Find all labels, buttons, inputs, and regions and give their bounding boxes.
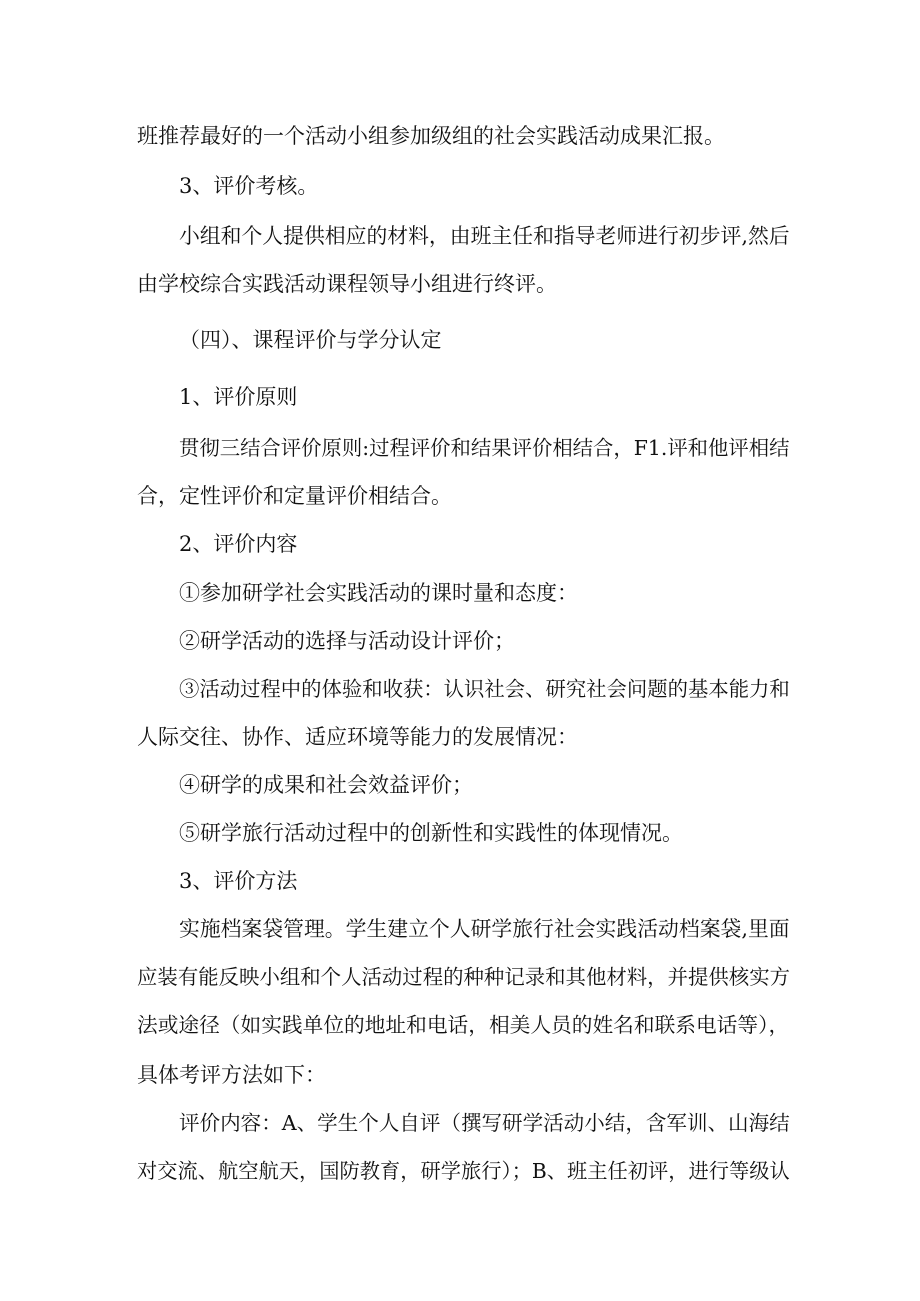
paragraph-line: 对交流、航空航天，国防教育，研学旅行）；B、班主任初评，进行等级认 [137,1159,790,1183]
paragraph-line: 应装有能反映小组和个人活动过程的种种记录和其他材料，并提供核实方 [137,965,790,989]
paragraph-line: 贯彻三结合评价原则:过程评价和结果评价相结合，F1.评和他评相结 [179,436,790,460]
section-heading: 1、评价原则 [179,385,298,409]
section-heading: 3、评价考核。 [179,174,319,198]
section-heading: 3、评价方法 [179,869,298,893]
list-item: ③活动过程中的体验和收获：认识社会、研究社会问题的基本能力和 [179,677,790,701]
list-item: ⑤研学旅行活动过程中的创新性和实践性的体现情况。 [179,821,683,845]
section-heading: （四）、课程评价与学分认定 [179,328,442,352]
paragraph-line: 法或途径（如实践单位的地址和电话，相美人员的姓名和联系电话等）， [137,1013,790,1037]
paragraph-line: 合，定性评价和定量评价相结合。 [137,484,452,508]
paragraph-line: 人际交往、协作、适应环境等能力的发展情况： [137,725,578,749]
section-heading: 2、评价内容 [179,532,298,556]
paragraph-line: 小组和个人提供相应的材料，由班主任和指导老师进行初步评,然后 [179,224,790,248]
paragraph-line: 具体考评方法如下： [137,1063,326,1087]
list-item: ④研学的成果和社会效益评价； [179,773,473,797]
paragraph-line: 实施档案袋管理。学生建立个人研学旅行社会实践活动档案袋,里面 [179,917,790,941]
paragraph-line: 由学校综合实践活动课程领导小组进行终评。 [137,272,557,296]
list-item: ①参加研学社会实践活动的课时量和态度： [179,581,578,605]
list-item: ②研学活动的选择与活动设计评价； [179,629,515,653]
paragraph-line: 班推荐最好的一个活动小组参加级组的社会实践活动成果汇报。 [137,124,725,148]
paragraph-line: 评价内容：A、学生个人自评（撰写研学活动小结，含军训、山海结 [179,1111,790,1135]
